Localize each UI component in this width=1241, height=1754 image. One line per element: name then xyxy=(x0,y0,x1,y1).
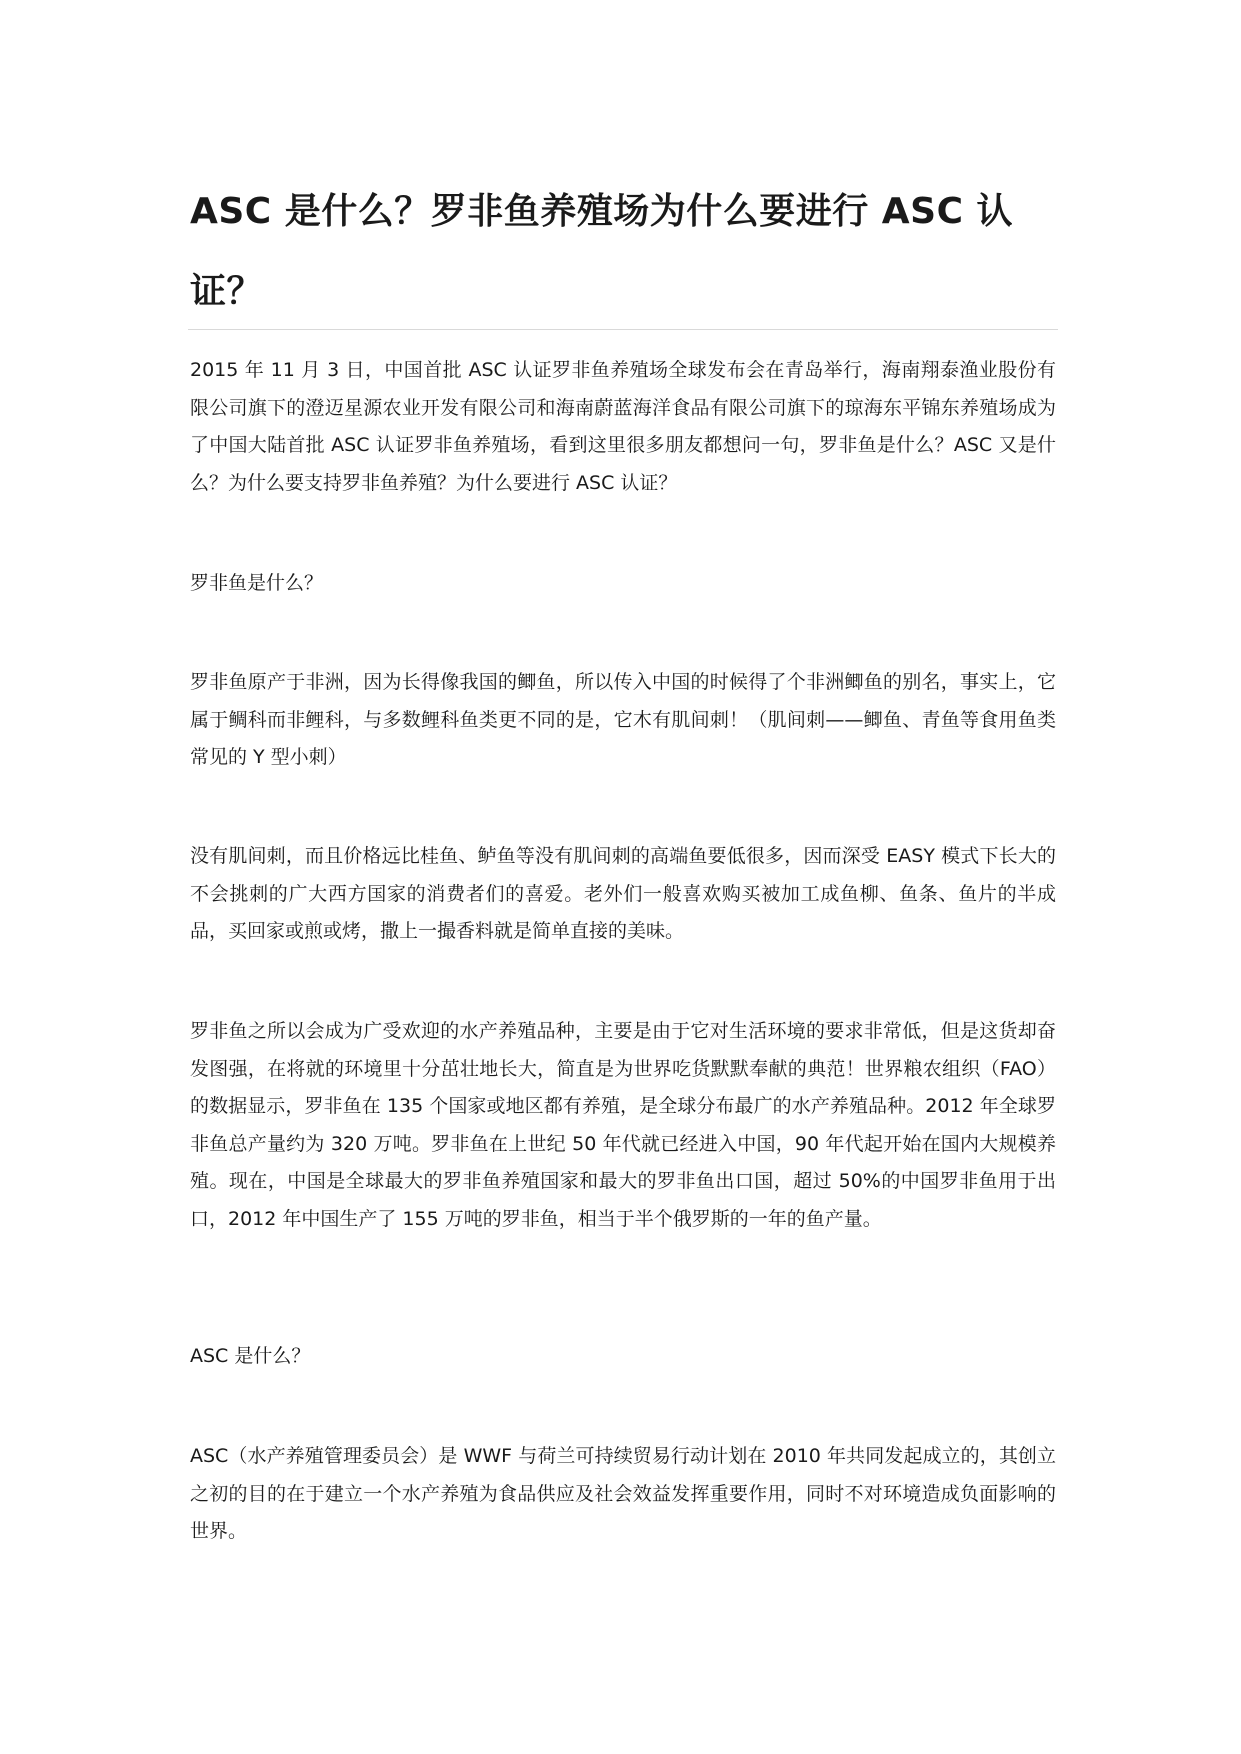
farming-paragraph: 罗非鱼之所以会成为广受欢迎的水产养殖品种，主要是由于它对生活环境的要求非常低，但是这货却奋发图强，在将就的环境里十分茁壮地长大，简直是为世界吃货默默奉献的典范！世界粮农组织（FAO）的数据显示，罗非鱼在 135 个国家或地区都有养殖，是全球分布最广的水产养殖品种。2012 年全球罗非鱼总产量约为 320 万吨。罗非鱼在上世纪 50 年代就已经进入中国，90 年代起开始在国内大规模养殖。现在，中国是全球最大的罗非鱼养殖国家和最大的罗非鱼出口国，超过 50%的中国罗非鱼用于出口，2012 年中国生产了 155 万吨的罗非鱼，相当于半个俄罗斯的一年的鱼产量。 xyxy=(190,1020,1056,1230)
asc-paragraph: ASC（水产养殖管理委员会）是 WWF 与荷兰可持续贸易行动计划在 2010 年共同发起成立的，其创立之初的目的在于建立一个水产养殖为食品供应及社会效益发挥重要作用，同时不对环境造成负面影响的世界。 xyxy=(190,1445,1056,1542)
page-title: ASC 是什么？罗非鱼养殖场为什么要进行 ASC 认证？ xyxy=(190,191,1014,312)
title-divider xyxy=(188,329,1058,330)
section-heading-tilapia: 罗非鱼是什么？ xyxy=(190,572,324,594)
consumer-paragraph: 没有肌间刺，而且价格远比桂鱼、鲈鱼等没有肌间刺的高端鱼要低很多，因而深受 EASY 模式下长大的不会挑刺的广大西方国家的消费者们的喜爱。老外们一般喜欢购买被加工成鱼柳、鱼条、鱼片的半成品，买回家或煎或烤，撒上一撮香料就是简单直接的美味。 xyxy=(190,845,1056,942)
origin-paragraph: 罗非鱼原产于非洲，因为长得像我国的鲫鱼，所以传入中国的时候得了个非洲鲫鱼的别名，事实上，它属于鲷科而非鲤科，与多数鲤科鱼类更不同的是，它木有肌间刺！（肌间刺——鲫鱼、青鱼等食用鱼类常见的 Y 型小刺） xyxy=(190,671,1056,768)
intro-paragraph: 2015 年 11 月 3 日，中国首批 ASC 认证罗非鱼养殖场全球发布会在青岛举行，海南翔泰渔业股份有限公司旗下的澄迈星源农业开发有限公司和海南蔚蓝海洋食品有限公司旗下的琼海东平锦东养殖场成为了中国大陆首批 ASC 认证罗非鱼养殖场，看到这里很多朋友都想问一句，罗非鱼是什么？ASC 又是什么？为什么要支持罗非鱼养殖？为什么要进行 ASC 认证？ xyxy=(190,359,1056,494)
section-heading-asc: ASC 是什么？ xyxy=(190,1345,311,1367)
